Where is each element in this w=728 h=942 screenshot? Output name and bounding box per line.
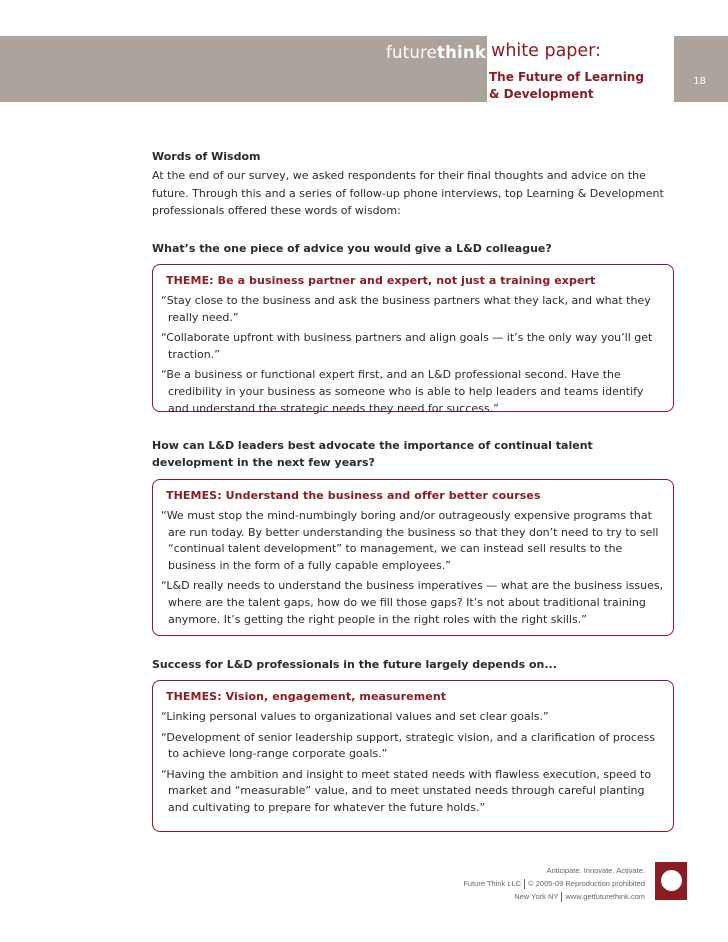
quote: “Linking personal values to organizational values and set clear goals.” <box>161 710 549 723</box>
footer-copyright: © 2005-09 Reproduction prohibited <box>528 879 645 888</box>
doc-title: The Future of Learning & Development <box>489 70 644 101</box>
footer-location: New York NY <box>514 892 559 901</box>
logo-circle <box>661 870 682 891</box>
futurethink-logo-icon <box>655 862 687 900</box>
quote: “L&D really needs to understand the business imperatives — what are the business issues, where are the talent gaps, how do we fill those gaps? It’s not about traditional training anymore. It’s getting the right people in the right roles with the right skills.” <box>161 579 664 626</box>
theme-title: THEME: Be a business partner and expert, not just a training expert <box>166 274 596 287</box>
footer-tagline: Anticipate. Innovate. Activate. <box>546 866 645 875</box>
quote: “Stay close to the business and ask the business partners what they lack, and what they really need.” <box>161 294 651 324</box>
doc-type-label: white paper: <box>491 41 601 61</box>
theme-title: THEMES: Vision, engagement, measurement <box>166 690 447 703</box>
footer-website: www.getfuturethink.com <box>565 892 645 901</box>
theme-box-1 <box>152 264 674 415</box>
quote: “Be a business or functional expert first, and an L&D professional second. Have the credibility in your business as someone who is able to help leaders and teams identify and understand the strategic needs they need for success.” <box>161 368 644 415</box>
footer-divider <box>561 892 562 902</box>
question-1: What’s the one piece of advice you would give a L&D colleague? <box>152 242 552 255</box>
footer-company: Future Think LLC <box>463 879 522 888</box>
theme-box-2 <box>152 479 674 636</box>
theme-box-3 <box>152 680 674 832</box>
section-heading: Words of Wisdom <box>152 150 261 163</box>
header-band-right <box>674 36 728 102</box>
quote: “Having the ambition and insight to meet stated needs with flawless execution, speed to market and “measurable” value, and to meet unstated needs through careful planting and cultivating to prepare for whatever the future holds.” <box>161 767 652 814</box>
question-2: How can L&D leaders best advocate the importance of continual talent development in the next few years? <box>152 439 593 469</box>
quote: “We must stop the mind-numbingly boring and/or outrageously expensive programs that are run today. By better understanding the business so that they don’t need to try to sell “continual talent development” to management, we can instead sell results to the business in the form of a fully capable employees.” <box>161 509 659 572</box>
page-footer <box>463 864 645 903</box>
page-number: 18 <box>693 76 706 87</box>
page-header <box>0 36 728 102</box>
quote: “Development of senior leadership support, strategic vision, and a clarification of process to achieve long-range corporate goals.” <box>161 730 656 761</box>
intro-paragraph: At the end of our survey, we asked respondents for their final thoughts and advice on the future. Through this and a series of follow-up phone interviews, top Learning & Development professionals offered these words of wisdom: <box>152 169 664 217</box>
brand-wordmark: futurethink <box>386 43 486 62</box>
quote: “Collaborate upfront with business partners and align goals — it’s the only way you’ll get traction.” <box>161 331 653 361</box>
question-3: Success for L&D professionals in the future largely depends on... <box>152 658 557 671</box>
theme-title: THEMES: Understand the business and offer better courses <box>166 489 541 502</box>
footer-divider <box>524 879 525 889</box>
